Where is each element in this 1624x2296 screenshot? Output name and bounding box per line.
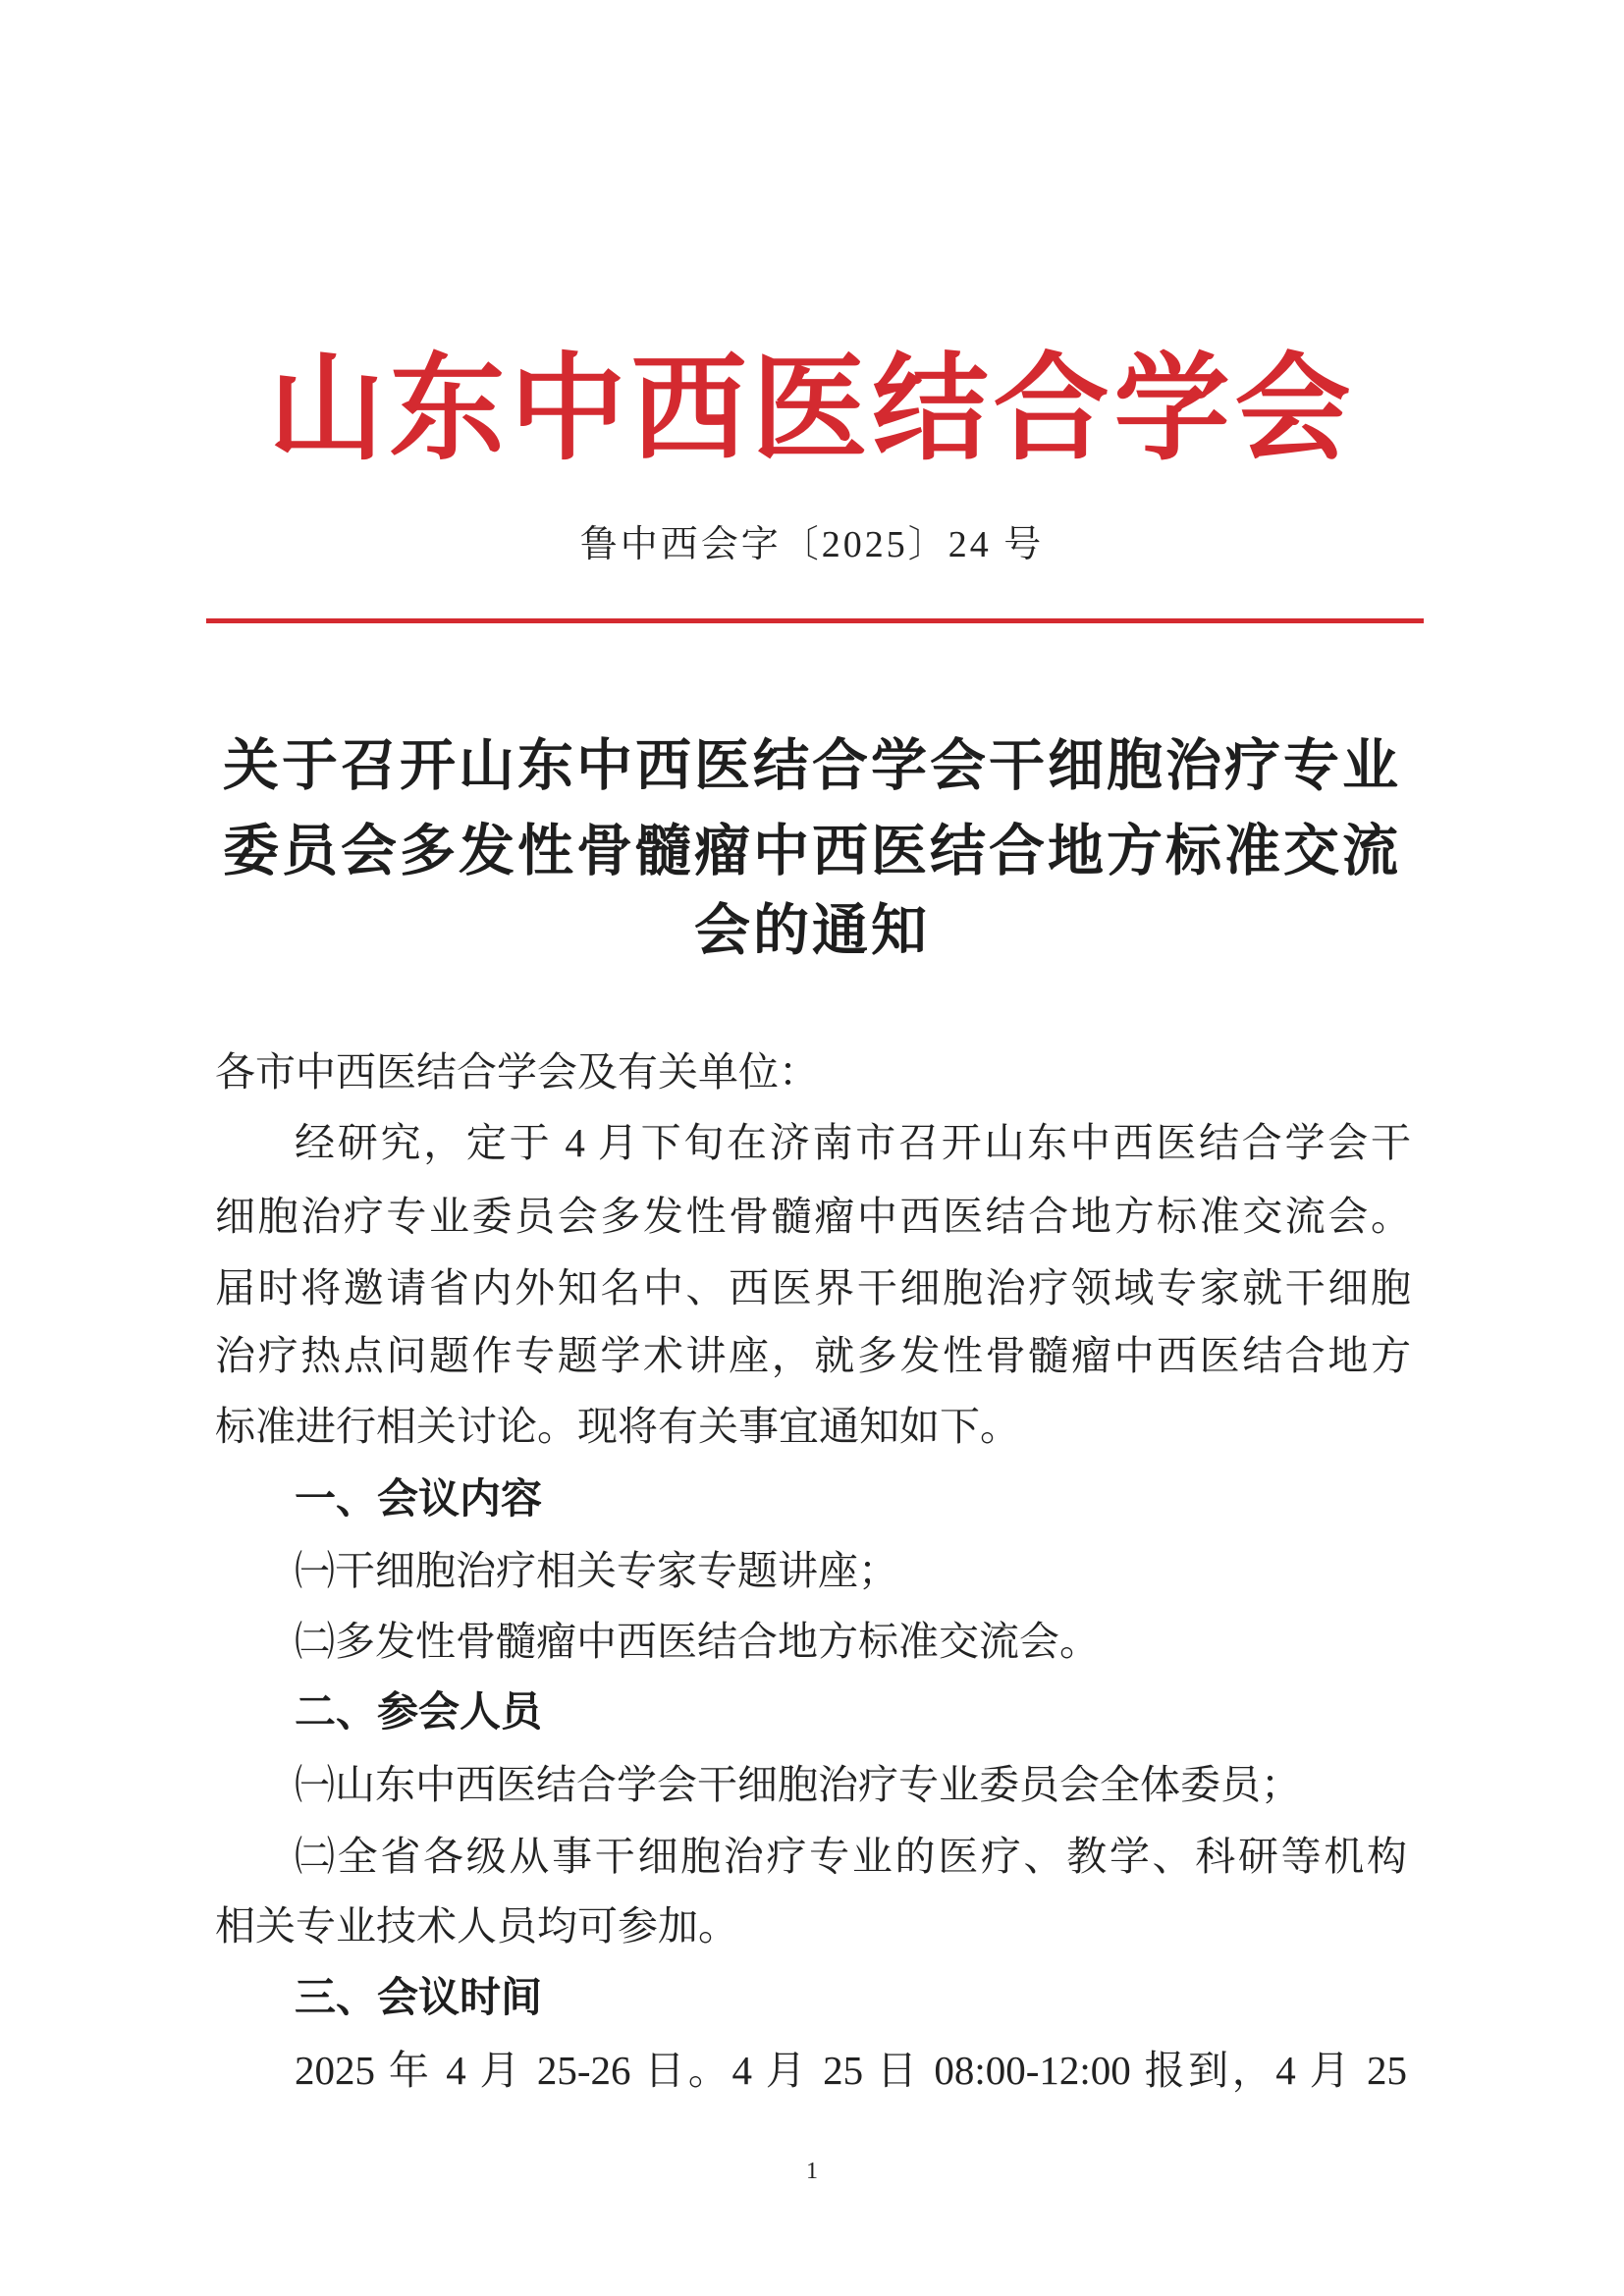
paragraph-line: 标准进行相关讨论。现将有关事宜通知如下。	[215, 1404, 1020, 1449]
list-item: ㈡多发性骨髓瘤中西医结合地方标准交流会。	[295, 1619, 1100, 1664]
list-item: 相关专业技术人员均可参加。	[215, 1903, 738, 1949]
notice-title-line: 会的通知	[694, 899, 930, 962]
salutation: 各市中西医结合学会及有关单位：	[215, 1049, 819, 1095]
paragraph-line: 细胞治疗专业委员会多发性骨髓瘤中西医结合地方标准交流会。	[215, 1194, 1411, 1239]
document-number: 鲁中西会字〔2025〕24 号	[579, 524, 1045, 565]
section-heading: 一、会议内容	[295, 1475, 543, 1522]
list-item: ㈡全省各级从事干细胞治疗专业的医疗、教学、科研等机构	[295, 1834, 1407, 1879]
notice-title-line: 关于召开山东中西医结合学会干细胞治疗专业	[223, 734, 1401, 797]
page-number: 1	[806, 2159, 818, 2184]
section-heading: 三、会议时间	[295, 1974, 543, 2020]
paragraph-line: 经研究，定于 4 月下旬在济南市召开山东中西医结合学会干	[295, 1120, 1411, 1165]
list-item: ㈠干细胞治疗相关专家专题讲座；	[295, 1548, 898, 1593]
paragraph-line: 治疗热点问题作专题学术讲座，就多发性骨髓瘤中西医结合地方	[215, 1333, 1411, 1378]
section-heading: 二、参会人员	[295, 1688, 543, 1735]
paragraph-line: 2025 年 4 月 25-26 日。4 月 25 日 08:00-12:00 报到，4 月 25	[295, 2048, 1407, 2093]
letterhead-red-rule	[206, 618, 1424, 623]
notice-title-line: 委员会多发性骨髓瘤中西医结合地方标准交流	[223, 820, 1401, 882]
paragraph-line: 届时将邀请省内外知名中、西医界干细胞治疗领域专家就干细胞	[215, 1265, 1411, 1310]
letterhead-org-name: 山东中西医结合学会	[268, 346, 1356, 474]
list-item: ㈠山东中西医结合学会干细胞治疗专业委员会全体委员；	[295, 1762, 1301, 1807]
